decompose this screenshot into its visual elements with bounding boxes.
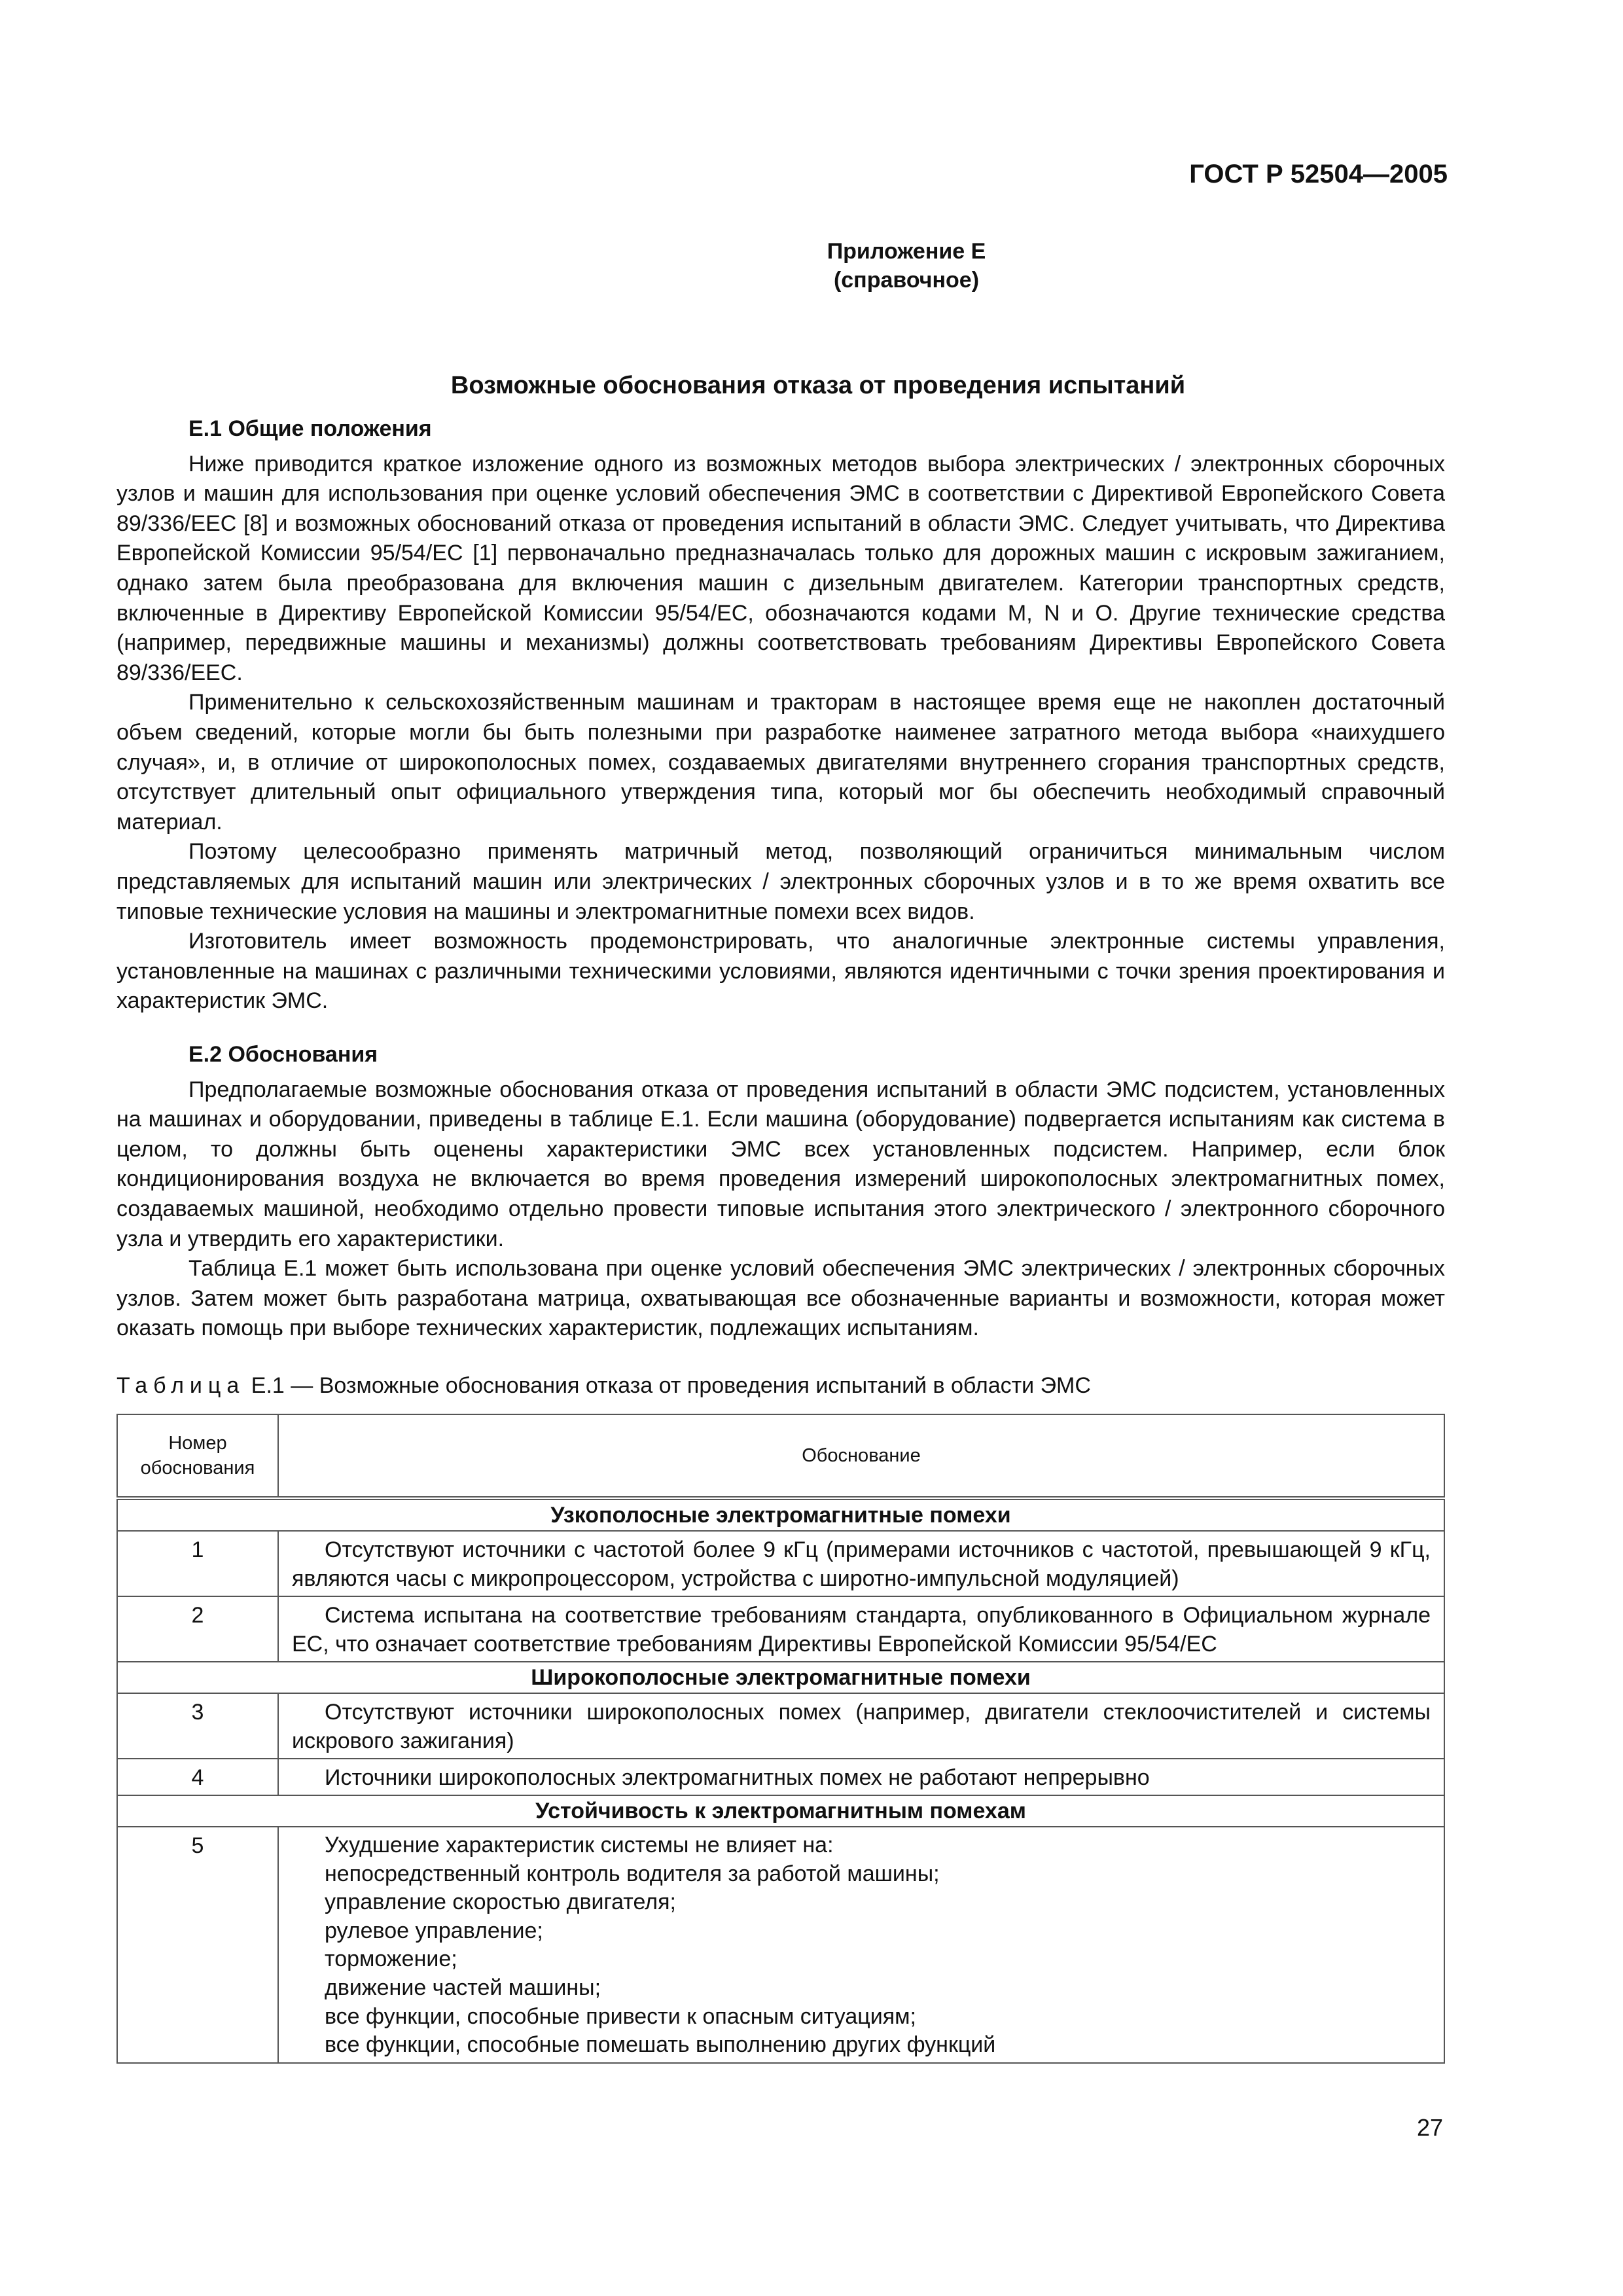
justification-table [116, 1414, 1445, 2064]
section-2-paragraph: Предполагаемые возможные обоснования отказа от проведения испытаний в области ЭМС подсистем, установленных на машинах и оборудовании, приведены в таблице Е.1. Если машина (оборудование) подвергается испытаниям как система в целом, то должны быть оценены характеристики ЭМС всех установленных подсистем. Например, если блок кондиционирования воздуха не включается во время проведения измерений широкополосных электромагнитных помех, создаваемых машиной, необходимо отдельно провести типовые испытания этого электрического / электронного сборочного узла и утвердить его характеристики. [116, 1077, 1445, 1251]
section-2-heading: Е.2 Обоснования [188, 1042, 378, 1067]
list-line: управление скоростью двигателя; [325, 1890, 676, 1915]
annex-title: Приложение Е [827, 239, 986, 264]
row-number: 2 [117, 1596, 278, 1662]
group-narrowband: Узкополосные электромагнитные помехи [117, 1498, 1444, 1531]
page-number: 27 [1416, 2114, 1443, 2141]
table-caption-text: Е.1 — Возможные обоснования отказа от проведения испытаний в области ЭМС [251, 1373, 1091, 1398]
section-1 [116, 414, 1445, 1016]
list-line: все функции, способные привести к опасным ситуациям; [325, 2003, 916, 2029]
list-line: движение частей машины; [325, 1975, 601, 2000]
row-text [278, 1759, 1444, 1795]
list-line: непосредственный контроль водителя за работой машины; [325, 1861, 940, 1886]
row-number: 1 [117, 1531, 278, 1596]
page-title-text: Возможные обоснования отказа от проведения испытаний [450, 372, 1186, 399]
list-line: торможение; [325, 1946, 457, 1972]
row-text-list [278, 1827, 1444, 2063]
row-text-content: Отсутствуют источники с частотой более 9 кГц (примерами источников с частотой, превышающей 9 кГц, являются часы с микропроцессором, устройства с широтно-импульсной модуляцией) [292, 1537, 1431, 1591]
row-number: 4 [117, 1759, 278, 1795]
table-caption-word: Таблица [116, 1373, 245, 1398]
table-row [117, 1827, 1444, 2063]
table-group-row [117, 1498, 1444, 1531]
section-1-paragraph: Изготовитель имеет возможность продемонстрировать, что аналогичные электронные системы управления, установленные на машинах с различными техническими условиями, являются идентичными с точки зрения проектирования и характеристик ЭМС. [116, 929, 1445, 1014]
table-row [117, 1531, 1444, 1596]
section-2 [116, 1040, 1445, 1344]
section-1-heading: Е.1 Общие положения [188, 416, 432, 441]
list-line: все функции, способные помешать выполнению других функций [325, 2032, 996, 2058]
table-caption [116, 1373, 1091, 1399]
row-number: 5 [117, 1827, 278, 2063]
column-header-justification: Обоснование [278, 1414, 1444, 1498]
row-number: 3 [117, 1693, 278, 1759]
table-header-row [117, 1414, 1444, 1498]
row-text [278, 1531, 1444, 1596]
row-text-content: Система испытана на соответствие требованиям стандарта, опубликованного в Официальном журнале ЕС, что означает соответствие требованиям Директивы Европейской Комиссии 95/54/ЕС [292, 1603, 1431, 1657]
column-header-number: Номер обоснования [117, 1414, 278, 1498]
page-title [0, 372, 1623, 400]
section-2-paragraph: Таблица Е.1 может быть использована при оценке условий обеспечения ЭМС электрических / электронных сборочных узлов. Затем может быть разработана матрица, охватывающая все обозначенные варианты и возможности, которая может оказать помощь при выборе технических характеристик, подлежащих испытаниям. [116, 1256, 1445, 1341]
annex-status: (справочное) [833, 268, 980, 293]
group-immunity: Устойчивость к электромагнитным помехам [117, 1795, 1444, 1827]
section-1-paragraph: Применительно к сельскохозяйственным машинам и тракторам в настоящее время еще не накоплен достаточный объем сведений, которые могли бы быть полезными при разработке наименее затратного метода выбора «наихудшего случая», и, в отличие от широкополосных помех, создаваемых двигателями внутреннего сгорания транспортных средств, отсутствует длительный опыт официального утверждения типа, который мог бы обеспечить необходимый справочный материал. [116, 690, 1445, 834]
standard-number: ГОСТ Р 52504—2005 [1189, 160, 1448, 188]
row-text-content: Источники широкополосных электромагнитных помех не работают непрерывно [325, 1765, 1150, 1790]
section-1-paragraph: Поэтому целесообразно применять матричный метод, позволяющий ограничиться минимальным числом представляемых для испытаний машин или электрических / электронных сборочных узлов и в то же время охватить все типовые технические условия на машины и электромагнитные помехи всех видов. [116, 839, 1445, 924]
list-line: Ухудшение характеристик системы не влияет на: [325, 1833, 834, 1857]
row-text [278, 1596, 1444, 1662]
annex-heading [0, 237, 1623, 295]
table-row [117, 1693, 1444, 1759]
table-row [117, 1759, 1444, 1795]
section-1-paragraph: Ниже приводится краткое изложение одного из возможных методов выбора электрических / электронных сборочных узлов и машин для использования при оценке условий обеспечения ЭМС в соответствии с Директивой Европейского Совета 89/336/ЕЕС [8] и возможных обоснований отказа от проведения испытаний в области ЭМС. Следует учитывать, что Директива Европейской Комиссии 95/54/ЕС [1] первоначально предназначалась только для дорожных машин с искровым зажиганием, однако затем была преобразована для включения машин с дизельным двигателем. Категории транспортных средств, включенные в Директиву Европейской Комиссии 95/54/ЕС, обозначаются кодами М, N и О. Другие технические средства (например, передвижные машины и механизмы) должны соответствовать требованиям Директивы Европейского Совета 89/336/ЕЕС. [116, 451, 1445, 685]
table-row [117, 1596, 1444, 1662]
table-group-row [117, 1795, 1444, 1827]
group-broadband: Широкополосные электромагнитные помехи [117, 1662, 1444, 1693]
row-text-content: Отсутствуют источники широкополосных помех (например, двигатели стеклоочистителей и системы искрового зажигания) [292, 1700, 1431, 1753]
row-text [278, 1693, 1444, 1759]
table-group-row [117, 1662, 1444, 1693]
list-line: рулевое управление; [325, 1918, 543, 1943]
